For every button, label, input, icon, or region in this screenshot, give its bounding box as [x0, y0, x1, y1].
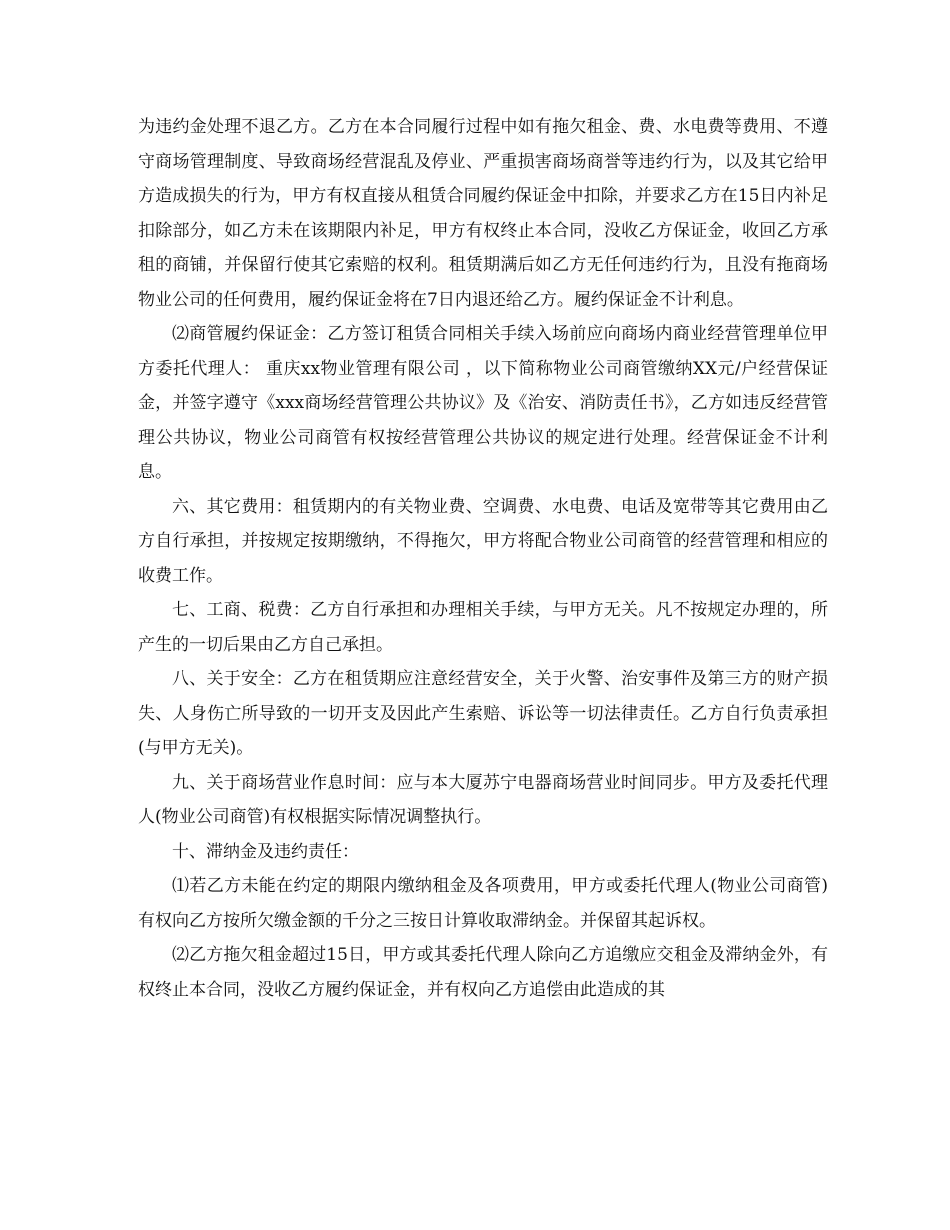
paragraph-management-deposit: ⑵商管履约保证金：乙方签订租赁合同相关手续入场前应向商场内商业经营管理单位甲方委托代理人： 重庆xx物业管理有限公司 ，以下简称物业公司商管缴纳XX元/户经营保证金，并签字遵守《xxx商场经营管理公共协议》及《治安、消防责任书》，乙方如违反经营管理公共协议，物业公司商管有权按经营管理公共协议的规定进行处理。经营保证金不计利息。: [138, 324, 828, 482]
paragraph-late-fee-clause-1: ⑴若乙方未能在约定的期限内缴纳租金及各项费用，甲方或委托代理人(物业公司商管)有权向乙方按所欠缴金额的千分之三按日计算收取滞纳金。并保留其起诉权。: [138, 876, 828, 931]
paragraph-deposit-continuation: 为违约金处理不退乙方。乙方在本合同履行过程中如有拖欠租金、费、水电费等费用、不遵守商场管理制度、导致商场经营混乱及停业、严重损害商场商誉等违约行为，以及其它给甲方造成损失的行为，甲方有权直接从租赁合同履约保证金中扣除，并要求乙方在15日内补足扣除部分，如乙方未在该期限内补足，甲方有权终止本合同，没收乙方保证金，收回乙方承租的商铺，并保留行使其它索赔的权利。租赁期满后如乙方无任何违约行为，且没有拖商场物业公司的任何费用，履约保证金将在7日内退还给乙方。履约保证金不计利息。: [138, 117, 828, 310]
document-body: [138, 110, 828, 1007]
paragraph-safety: 八、关于安全：乙方在租赁期应注意经营安全，关于火警、治安事件及第三方的财产损失、人身伤亡所导致的一切开支及因此产生索赔、诉讼等一切法律责任。乙方自行负责承担(与甲方无关)。: [138, 669, 828, 758]
paragraph-other-fees: 六、其它费用：租赁期内的有关物业费、空调费、水电费、电话及宽带等其它费用由乙方自行承担，并按规定按期缴纳，不得拖欠，甲方将配合物业公司商管的经营管理和相应的收费工作。: [138, 496, 828, 586]
paragraph-late-fee-clause-2: ⑵乙方拖欠租金超过15日，甲方或其委托代理人除向乙方追缴应交租金及滞纳金外，有权终止本合同，没收乙方履约保证金，并有权向乙方追偿由此造成的其: [138, 945, 828, 1000]
paragraph-business-tax: 七、工商、税费：乙方自行承担和办理相关手续，与甲方无关。凡不按规定办理的，所产生的一切后果由乙方自己承担。: [138, 600, 828, 655]
paragraph-late-fee-heading: 十、滞纳金及违约责任：: [172, 841, 359, 862]
paragraph-business-hours: 九、关于商场营业作息时间：应与本大厦苏宁电器商场营业时间同步。甲方及委托代理人(物业公司商管)有权根据实际情况调整执行。: [138, 772, 828, 827]
